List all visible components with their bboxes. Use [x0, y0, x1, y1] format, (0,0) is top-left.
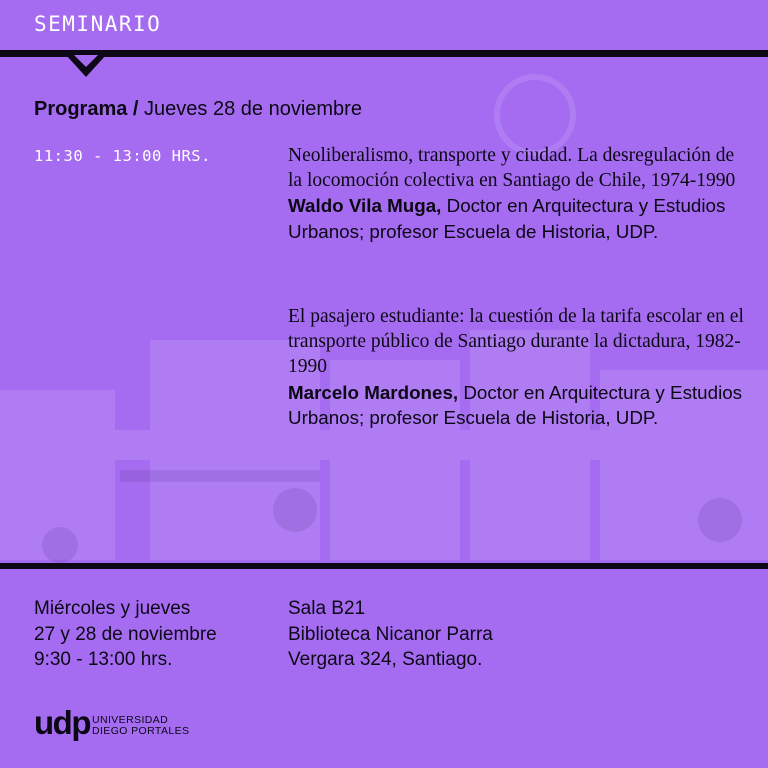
- dates-line: Miércoles y jueves: [34, 598, 191, 619]
- program-label: Programa /: [34, 98, 139, 120]
- talk-bio: Doctor en Arquitectura y Estudios Urbanos; profesor Escuela de Historia, UDP.: [288, 381, 743, 428]
- venue-line: Biblioteca Nicanor Parra: [288, 623, 493, 645]
- chevron-down-icon: [66, 55, 106, 79]
- session-time: 11:30 - 13:00 HRS.: [34, 147, 211, 165]
- logo-wordmark: [92, 715, 212, 737]
- talk-2: [288, 304, 748, 430]
- program-title: [34, 98, 362, 121]
- venue-line: Vergara 324, Santiago.: [288, 649, 483, 670]
- logo-line: UNIVERSIDAD: [92, 714, 169, 726]
- dates-line: 27 y 28 de noviembre: [34, 623, 217, 645]
- talk-1: [288, 143, 748, 244]
- top-divider: [0, 50, 768, 57]
- talk-title: Neoliberalismo, transporte y ciudad. La desregulación de la locomoción colectiva en Santiago de Chile, 1974-1990: [288, 145, 736, 192]
- talk-title: El pasajero estudiante: la cuestión de la tarifa escolar en el transporte público de Santiago durante la dictadura, 1982-1990: [288, 306, 744, 378]
- bottom-divider: [0, 563, 768, 569]
- talk-speaker: Marcelo Mardones,: [288, 381, 459, 403]
- header-label: SEMINARIO: [34, 12, 162, 36]
- logo-line: DIEGO PORTALES: [92, 725, 190, 737]
- dates-line: 9:30 - 13:00 hrs.: [34, 649, 173, 670]
- event-venue: [288, 596, 493, 673]
- venue-line: Sala B21: [288, 598, 366, 619]
- talk-speaker: Waldo Vila Muga,: [288, 195, 442, 217]
- talk-bio: Doctor en Arquitectura y Estudios Urbanos; profesor Escuela de Historia, UDP.: [288, 195, 726, 242]
- talk-speaker-line: [288, 193, 748, 243]
- talk-speaker-line: [288, 380, 748, 430]
- program-date: Jueves 28 de noviembre: [144, 98, 362, 120]
- logo-mark: udp: [34, 704, 90, 741]
- event-dates: [34, 596, 217, 673]
